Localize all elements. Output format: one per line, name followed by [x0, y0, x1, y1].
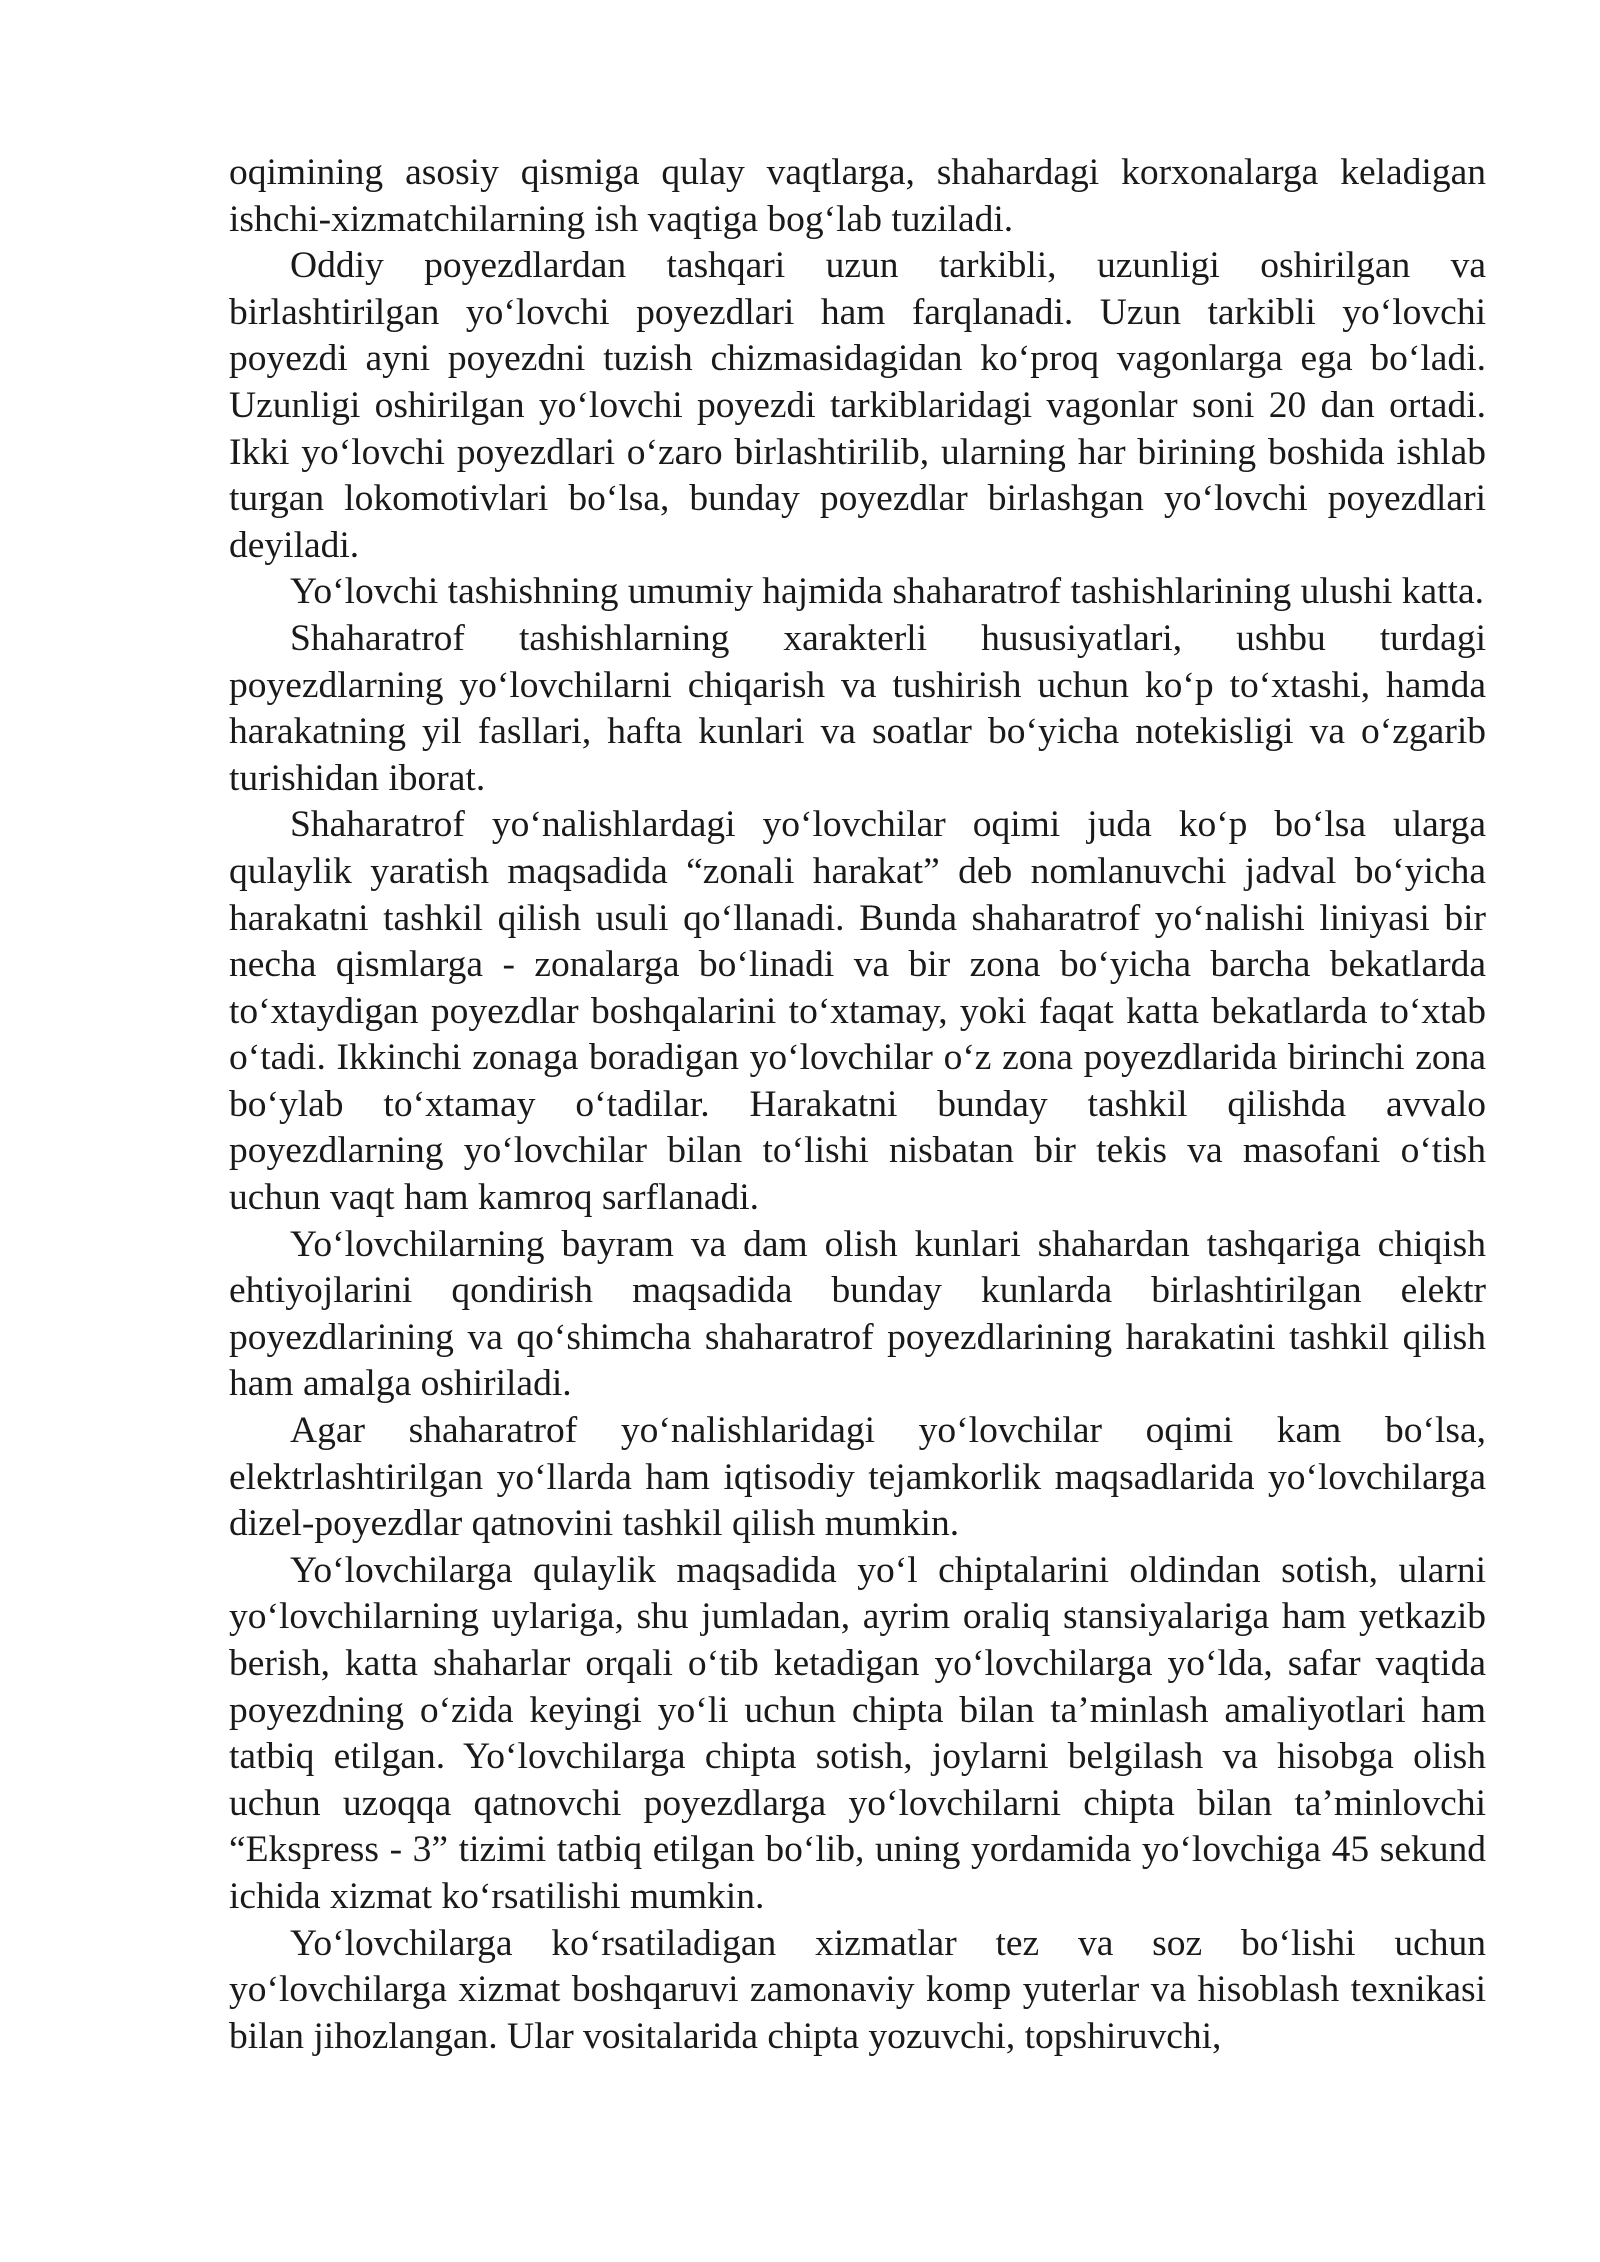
- document-page: [229, 150, 1486, 2060]
- paragraph-1: oqimining asosiy qismiga qulay vaqtlarga, shahardagi korxonalarga keladigan ishchi-xizmatchilarning ish vaqtiga bog‘lab tuziladi.: [229, 152, 1486, 240]
- paragraph-5: Shaharatrof yo‘nalishlardagi yo‘lovchilar oqimi juda ko‘p bo‘lsa ularga qulaylik yaratish maqsadida “zonali harakat” deb nomlanuvchi jadval bo‘yicha harakatni tashkil qilish usuli qo‘llanadi. Bunda shaharatrof yo‘nalishi liniyasi bir necha qismlarga - zonalarga bo‘linadi va bir zona bo‘yicha barcha bekatlarda to‘xtaydigan poyezdlar boshqalarini to‘xtamay, yoki faqat katta bekatlarda to‘xtab o‘tadi. Ikkinchi zonaga boradigan yo‘lovchilar o‘z zona poyezdlarida birinchi zona bo‘ylab to‘xtamay o‘tadilar. Harakatni bunday tashkil qilishda avvalo poyezdlarning yo‘lovchilar bilan to‘lishi nisbatan bir tekis va masofani o‘tish uchun vaqt ham kamroq sarflanadi.: [229, 804, 1486, 1219]
- paragraph-8: Yo‘lovchilarga qulaylik maqsadida yo‘l chiptalarini oldindan sotish, ularni yo‘lovchilarning uylariga, shu jumladan, ayrim oraliq stansiyalariga ham yetkazib berish, katta shaharlar orqali o‘tib ketadigan yo‘lovchilarga yo‘lda, safar vaqtida poyezdning o‘zida keyingi yo‘li uchun chipta bilan ta’minlash amaliyotlari ham tatbiq etilgan. Yo‘lovchilarga chipta sotish, joylarni belgilash va hisobga olish uchun uzoqqa qatnovchi poyezdlarga yo‘lovchilarni chipta bilan ta’minlovchi “Ekspress - 3” tizimi tatbiq etilgan bo‘lib, uning yordamida yo‘lovchiga 45 sekund ichida xizmat ko‘rsatilishi mumkin.: [229, 1549, 1486, 1917]
- paragraph-9: Yo‘lovchilarga ko‘rsatiladigan xizmatlar tez va soz bo‘lishi uchun yo‘lovchilarga xizmat boshqaruvi zamonaviy komp yuterlar va hisoblash texnikasi bilan jihozlangan. Ular vositalarida chipta yozuvchi, topshiruvchi,: [229, 1922, 1486, 2057]
- paragraph-6: Yo‘lovchilarning bayram va dam olish kunlari shahardan tashqariga chiqish ehtiyojlarini qondirish maqsadida bunday kunlarda birlashtirilgan elektr poyezdlarining va qo‘shimcha shaharatrof poyezdlarining harakatini tashkil qilish ham amalga oshiriladi.: [229, 1223, 1486, 1405]
- paragraph-7: Agar shaharatrof yo‘nalishlaridagi yo‘lovchilar oqimi kam bo‘lsa, elektrlashtirilgan yo‘llarda ham iqtisodiy tejamkorlik maqsadlarida yo‘lovchilarga dizel-poyezdlar qatnovini tashkil qilish mumkin.: [229, 1410, 1486, 1545]
- paragraph-2: Oddiy poyezdlardan tashqari uzun tarkibli, uzunligi oshirilgan va birlashtirilgan yo‘lovchi poyezdlari ham farqlanadi. Uzun tarkibli yo‘lovchi poyezdi ayni poyezdni tuzish chizmasidagidan ko‘proq vagonlarga ega bo‘ladi. Uzunligi oshirilgan yo‘lovchi poyezdi tarkiblaridagi vagonlar soni 20 dan ortadi. Ikki yo‘lovchi poyezdlari o‘zaro birlashtirilib, ularning har birining boshida ishlab turgan lokomotivlari bo‘lsa, bunday poyezdlar birlashgan yo‘lovchi poyezdlari deyiladi.: [229, 245, 1486, 566]
- paragraph-3: Yo‘lovchi tashishning umumiy hajmida shaharatrof tashishlarining ulushi katta.: [290, 571, 1484, 613]
- paragraph-4: Shaharatrof tashishlarning xarakterli hususiyatlari, ushbu turdagi poyezdlarning yo‘lovchilarni chiqarish va tushirish uchun ko‘p to‘xtashi, hamda harakatning yil fasllari, hafta kunlari va soatlar bo‘yicha notekisligi va o‘zgarib turishidan iborat.: [229, 617, 1486, 799]
